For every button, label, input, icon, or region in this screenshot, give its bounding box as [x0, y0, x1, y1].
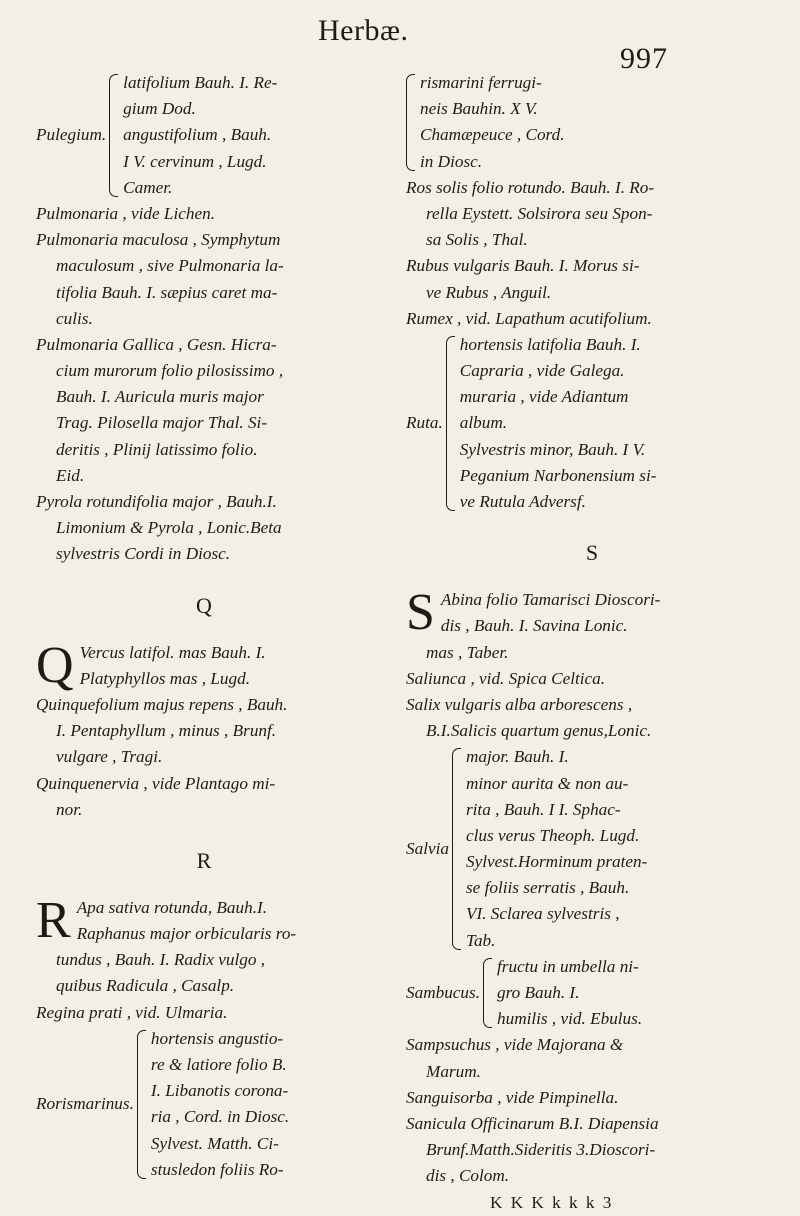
entry-salvia	[406, 744, 778, 954]
entry-line: Platyphyllos mas , Lugd.	[79, 668, 251, 688]
entry-line: Sylvest. Matth. Ci-	[150, 1133, 279, 1153]
brace-icon	[452, 748, 461, 950]
signature-mark: K K K k k k 3	[490, 1192, 614, 1212]
entry-line: Sylvest.Horminum praten-	[465, 852, 648, 872]
entry-line: Abina folio Tamarisci Dioscori-	[440, 590, 661, 610]
entry-line: muraria , vide Adiantum	[459, 387, 629, 407]
section-s-text	[406, 584, 778, 744]
entry-line: hortensis latifolia Bauh. I.	[459, 334, 641, 354]
section-r-text	[36, 891, 372, 1026]
entry-line: Tab.	[465, 930, 496, 950]
entry-label-salvia: Salvia	[406, 838, 449, 858]
entry-line: Peganium Narbonensium si-	[459, 465, 657, 485]
entry-line: maculosum , sive Pulmonaria la-	[56, 256, 284, 276]
entry-line: I. Pentaphyllum , minus , Brunf.	[56, 721, 277, 741]
entry-line: Raphanus major orbicularis ro-	[76, 924, 297, 944]
entry-line: Pulmonaria Gallica , Gesn. Hicra-	[36, 334, 277, 354]
entry-label-pulegium: Pulegium.	[36, 125, 107, 145]
entry-line: sylvestris Cordi in Diosc.	[56, 544, 231, 564]
entry-line: Trag. Pilosella major Thal. Si-	[56, 413, 268, 433]
entry-line: re & latiore folio B.	[150, 1055, 287, 1074]
entry-line: neis Bauhin. X V.	[420, 99, 538, 119]
entry-line: rismarini ferrugi-	[420, 73, 542, 92]
entry-label-sambucus: Sambucus.	[406, 982, 480, 1002]
entry-line: major. Bauh. I.	[465, 747, 569, 767]
entry-line: Eid.	[56, 465, 85, 485]
entry-line: rita , Bauh. I I. Sphac-	[465, 799, 621, 819]
entry-line: gro Bauh. I.	[497, 983, 580, 1002]
drop-cap: Q	[36, 636, 74, 694]
entry-line: sa Solis , Thal.	[426, 230, 528, 250]
entry-line: in Diosc.	[420, 151, 483, 171]
entry-line: deritis , Plinij latissimo folio.	[56, 439, 258, 459]
entry-line: ve Rutula Adversf.	[459, 492, 586, 511]
entry-line: angustifolium , Bauh.	[123, 125, 272, 145]
entry-line: minor aurita & non au-	[465, 773, 629, 793]
entry-line: rella Eystett. Solsirora seu Spon-	[426, 203, 653, 223]
section-q-text	[36, 636, 372, 823]
entry-line: Sanguisorba , vide Pimpinella.	[406, 1087, 619, 1107]
entry-line: vulgare , Tragi.	[56, 747, 163, 767]
entry-line: clus verus Theoph. Lugd.	[465, 825, 640, 845]
entry-line: culis.	[56, 308, 93, 328]
entry-line: ria , Cord. in Diosc.	[150, 1107, 290, 1127]
entry-line: Sylvestris minor, Bauh. I V.	[459, 439, 646, 459]
entry-line: gium Dod.	[123, 99, 196, 119]
entry-line: nor.	[56, 799, 83, 819]
entry-line: Ros solis folio rotundo. Bauh. I. Ro-	[406, 177, 655, 197]
entry-line: Sanicula Officinarum B.I. Diapensia	[406, 1113, 659, 1133]
entry-ruta	[406, 332, 778, 515]
entry-line: Capraria , vide Galega.	[459, 361, 625, 381]
entry-line: Quinquefolium majus repens , Bauh.	[36, 694, 288, 714]
running-title: Herbæ.	[318, 14, 409, 47]
entry-sambucus	[406, 954, 778, 1033]
entry-rorismarinus	[36, 1026, 372, 1183]
entry-line: humilis , vid. Ebulus.	[497, 1009, 643, 1029]
entry-line: mas , Taber.	[426, 642, 509, 662]
brace-icon	[446, 336, 455, 511]
entry-line: fructu in umbella ni-	[497, 956, 639, 976]
entry-label-rorismarinus: Rorismarinus.	[36, 1094, 134, 1114]
entry-line: Bauh. I. Auricula muris major	[56, 387, 264, 407]
entry-line: VI. Sclarea sylvestris ,	[465, 904, 620, 924]
entry-line: ve Rubus , Anguil.	[426, 282, 552, 302]
entry-line: Rumex , vid. Lapathum acutifolium.	[406, 308, 652, 328]
entry-line: tundus , Bauh. I. Radix vulgo ,	[56, 950, 266, 970]
entry-continuation	[406, 70, 778, 175]
entry-line: se foliis serratis , Bauh.	[465, 878, 630, 898]
entry-line: dis , Colom.	[426, 1166, 510, 1186]
drop-cap: R	[36, 891, 71, 949]
entry-line: dis , Bauh. I. Savina Lonic.	[440, 616, 628, 636]
entry-line: Pulmonaria maculosa , Symphytum	[36, 230, 281, 250]
right-column	[406, 70, 778, 1216]
entry-line: Saliunca , vid. Spica Celtica.	[406, 668, 606, 688]
section-heading-r: R	[196, 847, 212, 873]
entry-line: Pulmonaria , vide Lichen.	[36, 203, 216, 223]
brace-icon	[406, 74, 415, 171]
entry-line: Apa sativa rotunda, Bauh.I.	[76, 897, 268, 917]
section-heading-s: S	[585, 540, 599, 566]
page-number: 997	[620, 42, 668, 75]
entry-line: album.	[459, 413, 508, 433]
brace-icon	[483, 958, 492, 1029]
entry-line: Quinquenervia , vide Plantago mi-	[36, 773, 276, 793]
entry-line: Regina prati , vid. Ulmaria.	[36, 1002, 228, 1022]
entry-line: B.I.Salicis quartum genus,Lonic.	[426, 721, 652, 741]
entry-label-ruta: Ruta.	[406, 413, 443, 433]
entry-line: Chamæpeuce , Cord.	[420, 125, 565, 145]
left-column	[36, 70, 372, 1183]
section-heading-q: Q	[196, 592, 212, 618]
entry-line: Pyrola rotundifolia major , Bauh.I.	[36, 492, 277, 511]
entry-line: Rubus vulgaris Bauh. I. Morus si-	[406, 256, 640, 276]
drop-cap: S	[406, 584, 435, 642]
entry-line: Camer.	[123, 177, 173, 197]
entry-line: Brunf.Matth.Sideritis 3.Dioscori-	[426, 1140, 656, 1160]
entry-line: Limonium & Pyrola , Lonic.Beta	[56, 518, 282, 538]
entry-line: cium murorum folio pilosissimo ,	[56, 361, 284, 381]
entry-line: I V. cervinum , Lugd.	[123, 151, 267, 171]
entry-line: hortensis angustio-	[150, 1028, 284, 1048]
entry-line: latifolium Bauh. I. Re-	[123, 73, 278, 92]
entry-pulegium	[36, 70, 372, 201]
entry-line: Sampsuchus , vide Majorana &	[406, 1035, 624, 1055]
entry-line: I. Libanotis corona-	[150, 1081, 289, 1101]
entry-line: tifolia Bauh. I. sæpius caret ma-	[56, 282, 278, 302]
entry-line: quibus Radicula , Casalp.	[56, 976, 235, 996]
entry-line: stusledon foliis Ro-	[150, 1159, 284, 1179]
entry-line: Salix vulgaris alba arborescens ,	[406, 694, 633, 714]
entry-line: Marum.	[426, 1061, 481, 1081]
brace-icon	[137, 1030, 146, 1179]
brace-icon	[109, 74, 118, 197]
entry-line: Vercus latifol. mas Bauh. I.	[79, 642, 266, 662]
